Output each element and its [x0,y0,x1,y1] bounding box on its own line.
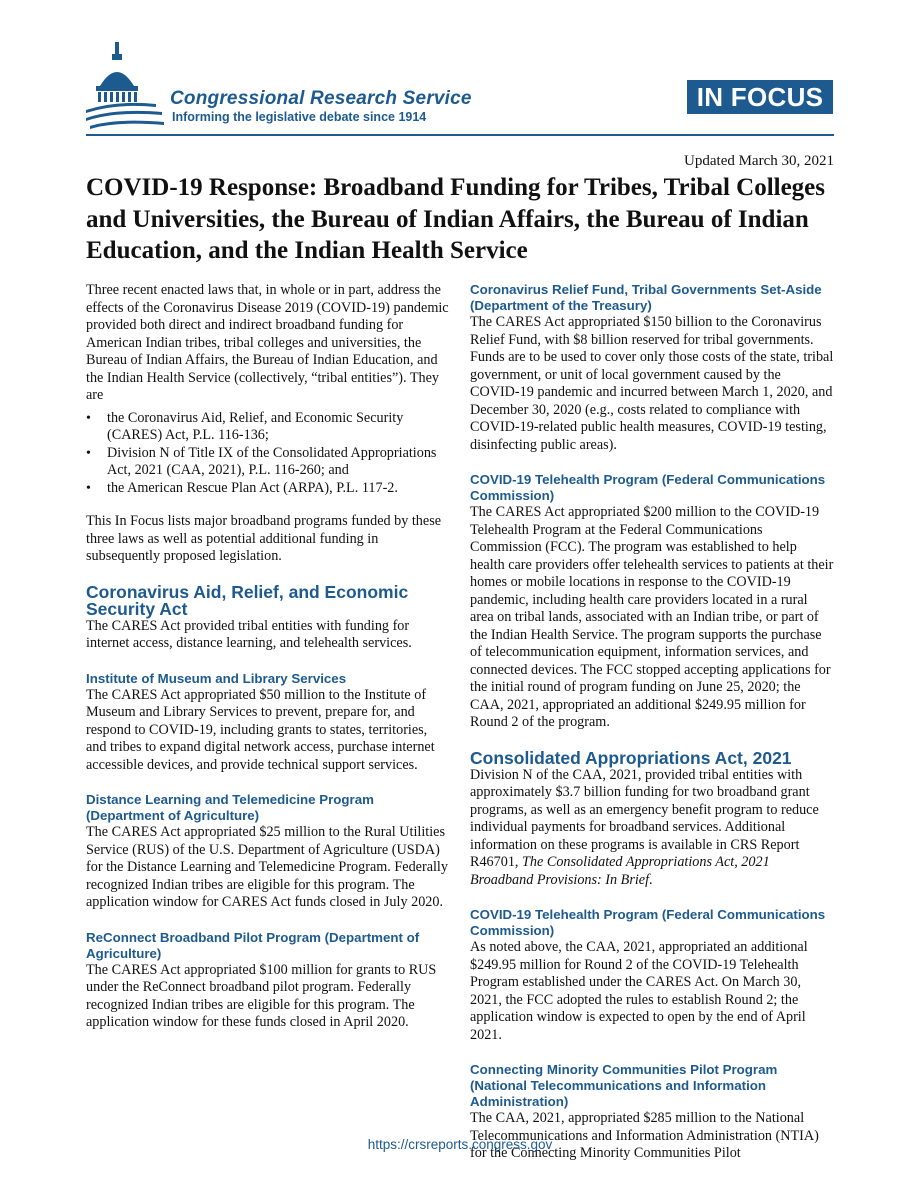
list-item: • Division N of Title IX of the Consolidated Appropriations Act, 2021 (CAA, 2021), P.L. 116-260; and [86,445,450,480]
caa-telehealth-body: As noted above, the CAA, 2021, appropriated an additional $249.95 million for Round 2 of the COVID-19 Telehealth Program established under the CARES Act. On March 30, 2021, the FCC adopted the rules to establish Round 2; the application window is expected to open by the end of April 2021. [470,939,808,1043]
right-column [470,282,834,1163]
crf-body: The CARES Act appropriated $150 billion to the Coronavirus Relief Fund, with $8 billion reserved for tribal governments. Funds are to be used to cover only those costs of the state, tribal government, or unit of local government caused by the COVID-19 pandemic and incurred between March 1, 2020, and December 30, 2020 (e.g., costs related to compliance with COVID-19-related public health measures, COVID-19 testing, disinfecting public areas). [470,314,834,453]
caa-intro [470,767,834,890]
subheading-dltm: Distance Learning and Telemedicine Program (Department of Agriculture) [86,792,374,823]
org-name: Congressional Research Service [170,88,472,109]
caa-intro-end: . [649,871,653,888]
intro-closing: This In Focus lists major broadband programs funded by these three laws as well as potential additional funding in subsequently proposed legislation. [86,513,442,564]
reconnect-body: The CARES Act appropriated $100 million for grants to RUS under the ReConnect broadband pilot program. Federally recognized Indian tribes are eligible for this program. The application window for these funds closed in April 2020. [86,961,437,1030]
dltm-body: The CARES Act appropriated $25 million to the Rural Utilities Service (RUS) of the U.S. Department of Agriculture (USDA) for the Distance Learning and Telemedicine Program. Federally recognized Indian tribes are eligible for this program. The application window for CARES Act funds closed in July 2020. [86,824,448,910]
cmc-body: The CAA, 2021, appropriated $285 million to the National Telecommunications and Information Administration (NTIA) for the Connecting Minority Communities Pilot [470,1110,819,1161]
subheading-cares-telehealth: COVID-19 Telehealth Program (Federal Communications Commission) [470,472,826,503]
section-heading-cares: Coronavirus Aid, Relief, and Economic Security Act [86,581,409,619]
report-title: The Consolidated Appropriations Act, 2021 Broadband Provisions: In Brief [470,854,770,888]
subheading-imls: Institute of Museum and Library Services [86,670,347,686]
caa-intro-text: Division N of the CAA, 2021, provided tribal entities with approximately $3.7 billion funding for two broadband grant programs, as well as an emergency benefit program to reduce individual payments for broadband services. Additional information on these programs is available in CRS Report R46701, [470,766,819,870]
subheading-caa-telehealth: COVID-19 Telehealth Program (Federal Communications Commission) [470,907,826,938]
cares-intro: The CARES Act provided tribal entities with funding for internet access, distance learning, and telehealth services. [86,617,412,651]
page-title: COVID-19 Response: Broadband Funding for Tribes, Tribal Colleges and Universities, the Bureau of Indian Affairs, the Bureau of Indian Education, and the Indian Health Service [86,174,826,264]
cares-telehealth-body: The CARES Act appropriated $200 million to the COVID-19 Telehealth Program at the Federal Communications Commission (FCC). The program was established to help health care providers offer telehealth services to patients at their homes or mobile locations in response to the COVID-19 pandemic, including health care providers located in a rural area on tribal lands, associated with an Indian tribe, or part of the Indian Health Service. The program supports the purchase of telecommunication equipment, information services, and connected devices. The FCC stopped accepting applications for the initial round of program funding on June 25, 2020; the CAA, 2021, appropriated an additional $249.95 million for Round 2 of the program. [470,504,834,730]
subheading-crf: Coronavirus Relief Fund, Tribal Governments Set-Aside (Department of the Treasury) [470,282,822,313]
subheading-cmc: Connecting Minority Communities Pilot Program (National Telecommunications and Information Administration) [470,1062,778,1109]
footer-url[interactable]: https://crsreports.congress.gov [367,1137,553,1152]
org-tagline: Informing the legislative debate since 1914 [172,110,427,124]
imls-body: The CARES Act appropriated $50 million to the Institute of Museum and Library Services to prevent, prepare for, and respond to COVID-19, including grants to states, territories, and tribes to expand digital network access, purchase internet accessible devices, and provide technical support services. [86,686,435,773]
subheading-reconnect: ReConnect Broadband Pilot Program (Department of Agriculture) [86,929,420,961]
intro-paragraph: Three recent enacted laws that, in whole or in part, address the effects of the Coronavirus Disease 2019 (COVID-19) pandemic provided both direct and indirect broadband funding for American Indian tribes, tribal colleges and universities, the Bureau of Indian Affairs, the Bureau of Indian Education, and the Indian Health Service (collectively, “tribal entities”). They are [86,282,449,403]
in-focus-badge: IN FOCUS [687,80,833,114]
header-divider [86,134,834,136]
section-heading-caa: Consolidated Appropriations Act, 2021 [470,747,792,768]
left-column [86,282,450,1032]
list-item: • the Coronavirus Aid, Relief, and Economic Security (CARES) Act, P.L. 116-136; [86,410,450,445]
list-item: • the American Rescue Plan Act (ARPA), P.L. 117-2. [86,480,450,498]
capitol-dome-icon [86,40,166,132]
laws-list [86,410,450,498]
updated-date: Updated March 30, 2021 [684,153,834,169]
crs-logo [86,40,486,132]
